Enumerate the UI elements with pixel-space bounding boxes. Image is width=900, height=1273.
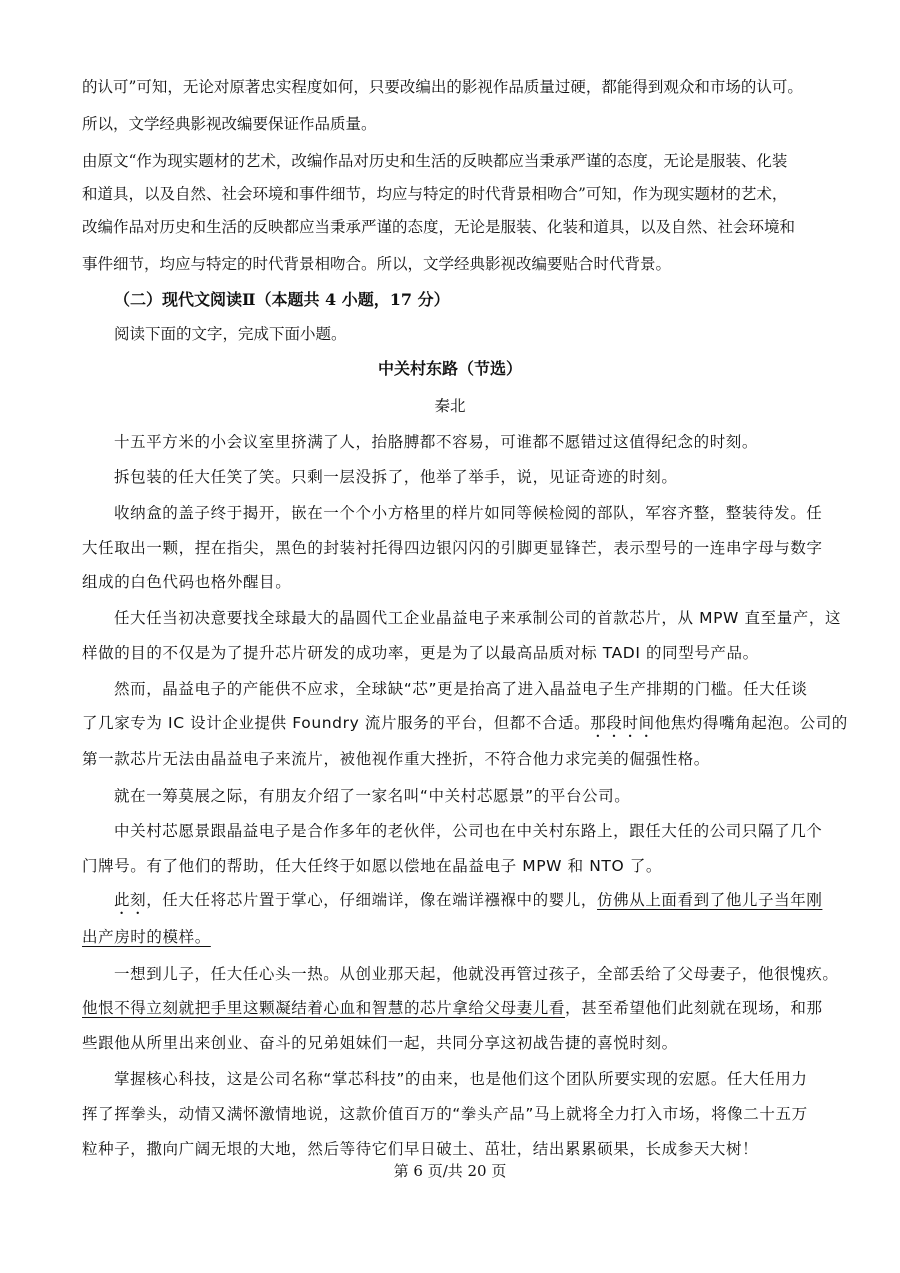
answer-line-6: 事件细节，均应与特定的时代背景相吻合。所以，文学经典影视改编要贴合时代背景。 [82,255,672,273]
article-paragraph-10-line-1: 掌握核心科技，这是公司名称“掌芯科技”的由来，也是他们这个团队所要实现的宏愿。任大任用力 [114,1070,808,1088]
section-heading: （二）现代文阅读Ⅱ（本题共 4 小题，17 分） [114,290,450,309]
article-author: 秦北 [434,397,466,415]
article-paragraph-4-line-2: 样做的目的不仅是为了提升芯片研发的成功率，更是为了以最高品质对标 TADI 的同型号产品。 [82,644,759,662]
article-paragraph-7-line-1: 中关村芯愿景跟晶益电子是合作多年的老伙伴，公司也在中关村东路上，跟任大任的公司只隔了几个 [114,822,823,840]
page-number: 第 6 页/共 20 页 [393,1162,507,1180]
article-paragraph-8-line-2 [82,926,822,948]
article-paragraph-3-line-1: 收纳盒的盖子终于揭开，嵌在一个个小方格里的样片如同等候检阅的部队，军容齐整，整装待发。任 [114,504,823,522]
article-paragraph-9-line-3: 些跟他从所里出来创业、奋斗的兄弟姐妹们一起，共同分享这初战告捷的喜悦时刻。 [82,1034,678,1052]
emphasized-phrase: 那段时间 [590,714,655,732]
underlined-sentence-continued: 出产房时的模样。 [82,928,211,946]
article-paragraph-9-line-1: 一想到儿子，任大任心头一热。从创业那天起，他就没再管过孩子，全部丢给了父母妻子，他很愧疚。 [114,965,839,983]
section-instruction: 阅读下面的文字，完成下面小题。 [114,325,347,343]
answer-line-2: 所以，文学经典影视改编要保证作品质量。 [82,115,377,133]
article-text-segment: ，任大任将芯片置于掌心，仔细端详，像在端详襁褓中的婴儿， [146,891,598,909]
underlined-sentence: 他恨不得立刻就把手里这颗凝结着心血和智慧的芯片拿给父母妻儿看 [82,999,566,1017]
article-text-segment: 了几家专为 IC 设计企业提供 Foundry 流片服务的平台，但都不合适。 [82,714,591,732]
answer-line-4: 和道具，以及自然、社会环境和事件细节，均应与特定的时代背景相吻合”可知，作为现实题材的艺术， [82,185,788,203]
article-paragraph-3-line-2: 大任取出一颗，捏在指尖，黑色的封装衬托得四边银闪闪的引脚更显锋芒，表示型号的一连串字母与数字 [82,539,823,557]
article-paragraph-4-line-1: 任大任当初决意要找全球最大的晶圆代工企业晶益电子来承制公司的首款芯片，从 MPW 直至量产，这 [114,609,842,627]
article-text-segment: 他焦灼得嘴角起泡。公司的 [654,714,848,732]
article-text-segment: ，甚至希望他们此刻就在现场，和那 [565,999,823,1017]
article-paragraph-2: 拆包装的任大任笑了笑。只剩一层没拆了，他举了举手，说，见证奇迹的时刻。 [114,468,678,486]
article-paragraph-10-line-2: 挥了挥拳头，动情又满怀激情地说，这款价值百万的“拳头产品”马上就将全力打入市场，将像二十五万 [82,1105,808,1123]
emphasized-word: 此刻 [114,891,147,909]
article-paragraph-5-line-1: 然而，晶益电子的产能供不应求，全球缺“芯”更是抬高了进入晶益电子生产排期的门槛。任大任谈 [114,680,808,698]
article-paragraph-8-line-1 [114,889,822,918]
answer-line-1: 的认可”可知，无论对原著忠实程度如何，只要改编出的影视作品质量过硬，都能得到观众和市场的认可。 [82,78,803,96]
underlined-sentence: 仿佛从上面看到了他儿子当年刚 [597,891,823,909]
article-paragraph-7-line-2: 门牌号。有了他们的帮助，任大任终于如愿以偿地在晶益电子 MPW 和 NTO 了。 [82,857,663,875]
article-paragraph-6: 就在一筹莫展之际，有朋友介绍了一家名叫“中关村芯愿景”的平台公司。 [114,787,631,805]
article-title: 中关村东路（节选） [377,359,522,378]
article-paragraph-3-line-3: 组成的白色代码也格外醒目。 [82,573,292,591]
article-paragraph-1: 十五平方米的小会议室里挤满了人，抬胳膊都不容易，可谁都不愿错过这值得纪念的时刻。 [114,433,759,451]
article-paragraph-5-line-3: 第一款芯片无法由晶益电子来流片，被他视作重大挫折，不符合他力求完美的倔强性格。 [82,750,710,768]
article-paragraph-9-line-2 [82,997,822,1019]
answer-line-5: 改编作品对历史和生活的反映都应当秉承严谨的态度，无论是服装、化装和道具，以及自然、社会环境和 [82,218,796,236]
article-paragraph-5-line-2 [82,712,848,741]
answer-line-3: 由原文“作为现实题材的艺术，改编作品对历史和生活的反映都应当秉承严谨的态度，无论是服装、化装 [82,152,788,170]
article-paragraph-10-line-3: 粒种子，撒向广阔无垠的大地，然后等待它们早日破土、茁壮，结出累累硕果，长成参天大树！ [82,1140,759,1158]
